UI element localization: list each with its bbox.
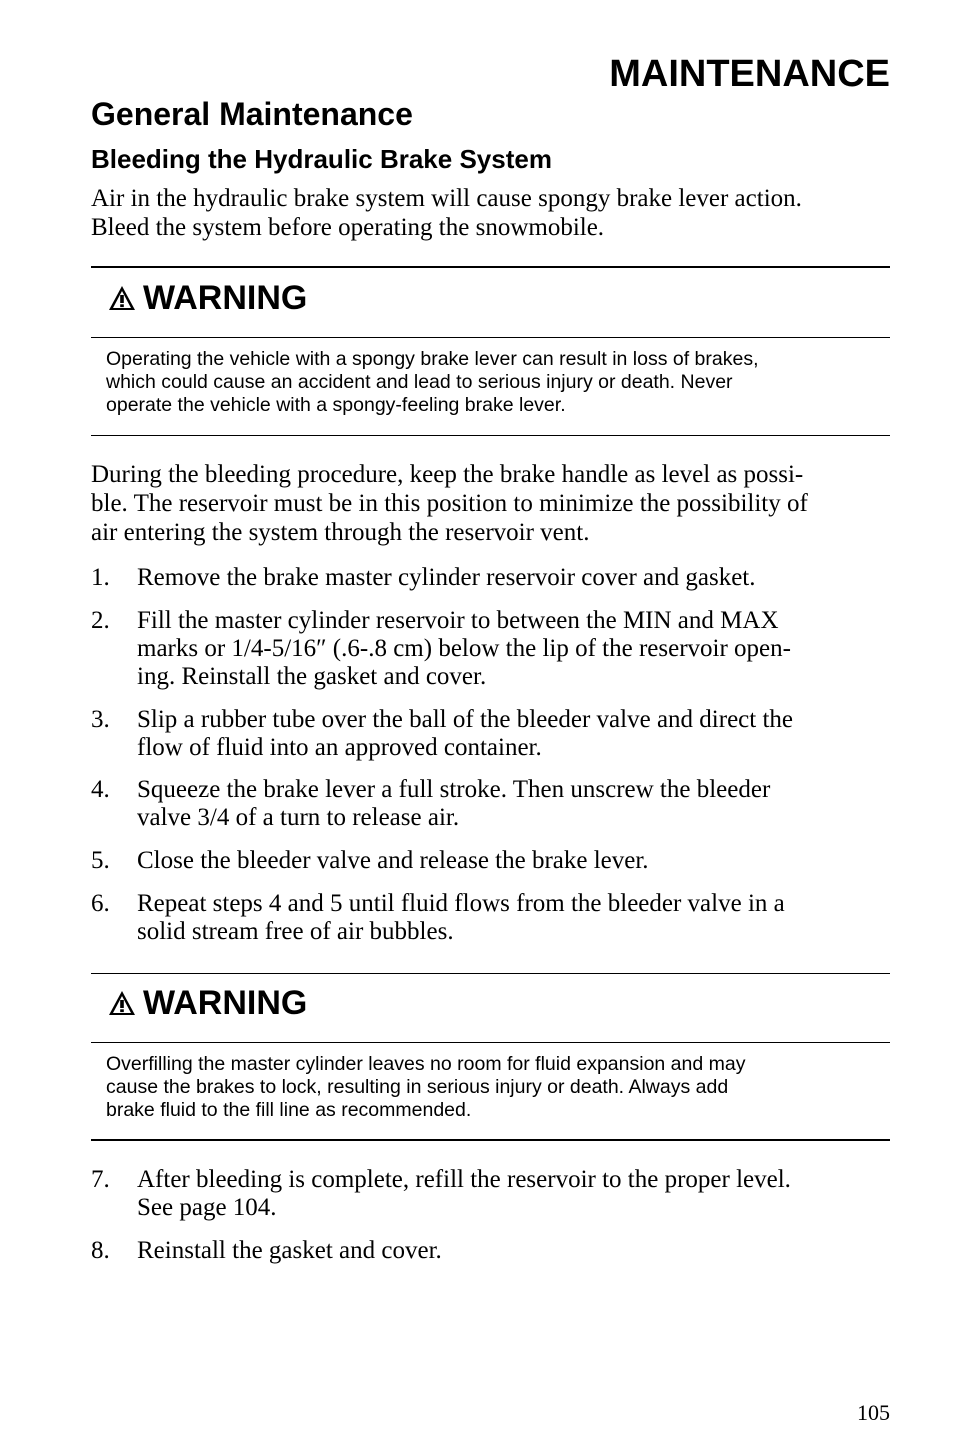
step-line: After bleeding is complete, refill the reservoir to the proper level. [137,1166,791,1193]
step-number: 8. [91,1237,110,1264]
warning-bottom-rule [91,1139,890,1141]
page-number: 105 [857,1400,890,1425]
warning-title: WARNING [143,279,308,317]
warning-text [106,348,881,417]
step-text [137,706,890,762]
step-line: Fill the master cylinder reservoir to between the MIN and MAX [137,607,779,634]
warning-line: which could cause an accident and lead to serious injury or death. Never [106,371,733,393]
warning-title: WARNING [143,984,308,1022]
list-item [91,776,890,832]
list-item [91,847,890,875]
step-number: 1. [91,564,110,591]
step-number: 7. [91,1166,110,1193]
warning-line: operate the vehicle with a spongy-feeling brake lever. [106,394,566,416]
step-line: solid stream free of air bubbles. [137,918,454,945]
step-number: 2. [91,607,110,634]
step-text [137,776,890,832]
warning-divider [91,337,890,338]
warning-line: Operating the vehicle with a spongy brake lever can result in loss of brakes, [106,348,759,370]
step-line: See page 104. [137,1194,277,1221]
procedure-line: During the bleeding procedure, keep the brake handle as level as possi- [91,461,804,488]
step-line: valve 3/4 of a turn to release air. [137,804,460,831]
intro-paragraph [91,184,890,242]
warning-line: Overfilling the master cylinder leaves no room for fluid expansion and may [106,1053,746,1075]
section-header: MAINTENANCE [609,53,890,95]
list-item [91,706,890,762]
step-text [137,1166,890,1222]
step-text [137,564,890,592]
step-line: Slip a rubber tube over the ball of the bleeder valve and direct the [137,706,793,733]
step-number: 6. [91,890,110,917]
warning-heading [107,983,307,1023]
list-item [91,1237,890,1265]
procedure-line: air entering the system through the reservoir vent. [91,519,590,546]
step-line: Reinstall the gasket and cover. [137,1237,442,1264]
warning-top-rule [91,266,890,268]
list-item [91,890,890,946]
step-line: Repeat steps 4 and 5 until fluid flows from the bleeder valve in a [137,890,785,917]
step-text [137,890,890,946]
step-line: flow of fluid into an approved container. [137,734,542,761]
list-item [91,1166,890,1222]
intro-line: Air in the hydraulic brake system will cause spongy brake lever action. [91,185,802,212]
step-line: ing. Reinstall the gasket and cover. [137,663,487,690]
warning-triangle-icon [107,989,137,1017]
step-line: Remove the brake master cylinder reservoir cover and gasket. [137,564,756,591]
step-text [137,607,890,691]
warning-divider [91,1042,890,1043]
warning-top-rule [91,973,890,974]
step-text [137,847,890,875]
step-text [137,1237,890,1265]
step-number: 3. [91,706,110,733]
page-title: General Maintenance [91,96,413,132]
step-line: Close the bleeder valve and release the brake lever. [137,847,649,874]
step-line: Squeeze the brake lever a full stroke. Then unscrew the bleeder [137,776,771,803]
step-number: 5. [91,847,110,874]
intro-line: Bleed the system before operating the snowmobile. [91,214,605,241]
procedure-paragraph [91,460,890,547]
warning-line: brake fluid to the fill line as recommended. [106,1099,472,1121]
step-line: marks or 1/4-5/16″ (.6-.8 cm) below the lip of the reservoir open- [137,635,791,662]
list-item [91,564,890,592]
warning-triangle-icon [107,284,137,312]
warning-text [106,1053,881,1122]
warning-bottom-rule [91,435,890,436]
section-subtitle: Bleeding the Hydraulic Brake System [91,144,552,174]
list-item [91,607,890,691]
step-number: 4. [91,776,110,803]
warning-heading [107,278,307,318]
procedure-line: ble. The reservoir must be in this position to minimize the possibility of [91,490,808,517]
warning-line: cause the brakes to lock, resulting in serious injury or death. Always add [106,1076,729,1098]
